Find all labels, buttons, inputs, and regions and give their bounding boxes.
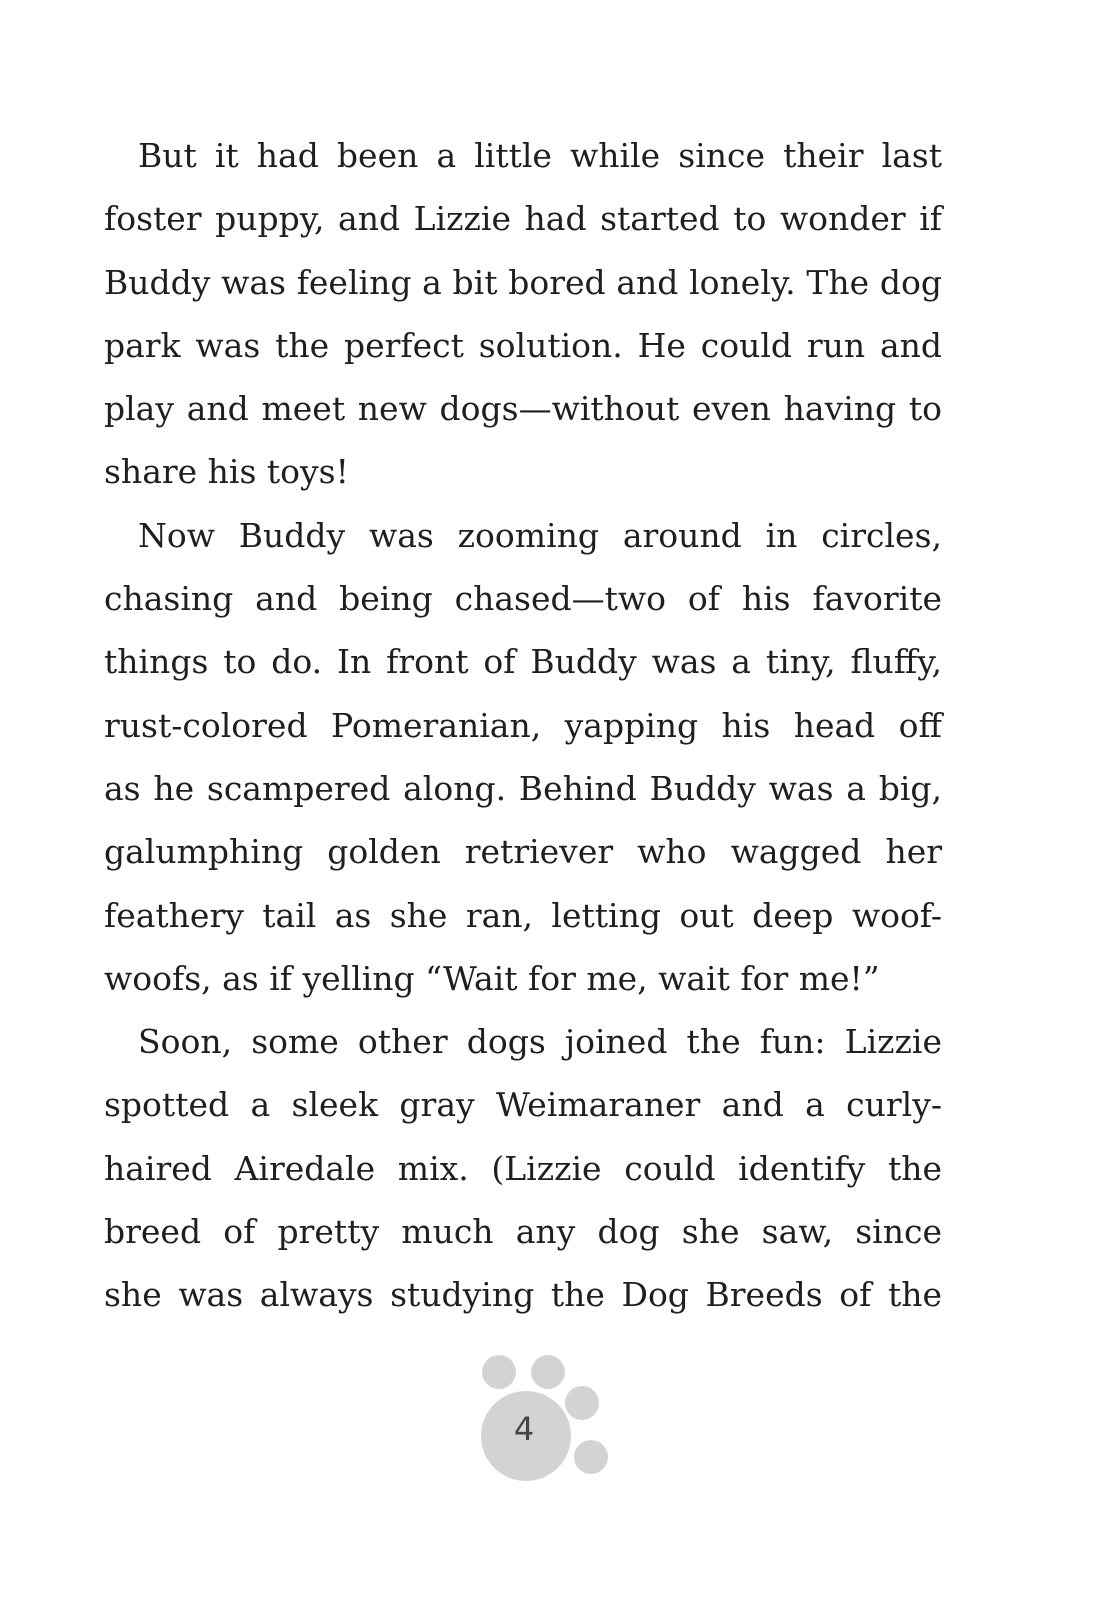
text-line: haired Airedale mix. (Lizzie could identify the bbox=[104, 1148, 942, 1188]
paw-toe bbox=[565, 1386, 599, 1420]
text-line: spotted a sleek gray Weimaraner and a curly- bbox=[104, 1085, 942, 1125]
text-line: Now Buddy was zooming around in circles, bbox=[138, 515, 942, 555]
text-line: feathery tail as she ran, letting out deep woof- bbox=[104, 895, 942, 935]
text-line: share his toys! bbox=[104, 452, 349, 492]
body-text bbox=[104, 124, 942, 1327]
text-line: breed of pretty much any dog she saw, since bbox=[104, 1212, 942, 1252]
paw-toe bbox=[574, 1440, 608, 1474]
text-line: galumphing golden retriever who wagged her bbox=[104, 832, 942, 872]
paw-toe bbox=[531, 1355, 565, 1389]
page-number: 4 bbox=[513, 1410, 535, 1448]
text-line: But it had been a little while since their last bbox=[138, 136, 942, 175]
text-line: rust-colored Pomeranian, yapping his head off bbox=[104, 705, 942, 745]
text-line: park was the perfect solution. He could run and bbox=[104, 325, 942, 365]
text-line: chasing and being chased—two of his favorite bbox=[104, 579, 942, 619]
text-line: play and meet new dogs—without even having to bbox=[104, 389, 942, 429]
paw-toe bbox=[482, 1355, 516, 1389]
text-line: she was always studying the Dog Breeds of the bbox=[104, 1275, 942, 1315]
text-line: Buddy was feeling a bit bored and lonely. The dog bbox=[104, 262, 942, 302]
text-line: woofs, as if yelling “Wait for me, wait for me!” bbox=[104, 958, 880, 998]
text-line: as he scampered along. Behind Buddy was a big, bbox=[104, 768, 942, 808]
text-line: Soon, some other dogs joined the fun: Lizzie bbox=[138, 1022, 942, 1062]
text-line: foster puppy, and Lizzie had started to wonder if bbox=[104, 199, 942, 239]
text-line: things to do. In front of Buddy was a tiny, fluffy, bbox=[104, 642, 942, 682]
